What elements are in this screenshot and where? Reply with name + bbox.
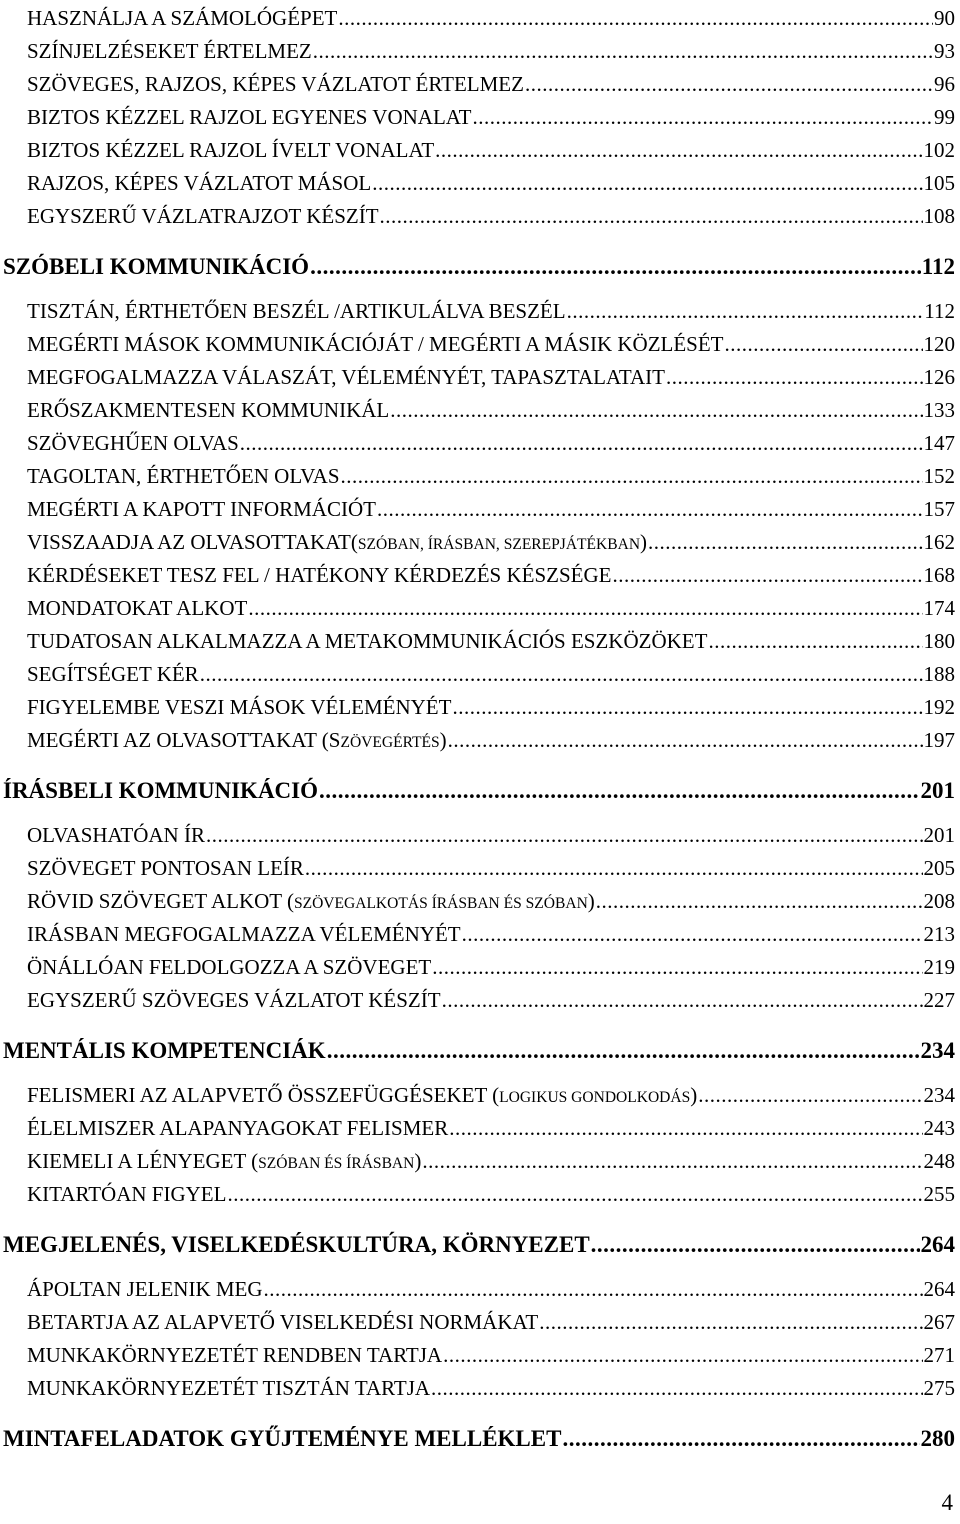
toc-entry-page: 126 (923, 365, 955, 389)
toc-entry-title: FIGYELEMBE VESZI MÁSOK VÉLEMÉNYÉT (27, 695, 452, 719)
toc-entry[interactable] (27, 497, 955, 522)
toc-entry-title: MINTAFELADATOK GYŰJTEMÉNYE MELLÉKLET (3, 1426, 562, 1451)
toc-entry[interactable] (27, 1149, 955, 1174)
toc-entry-page: 208 (923, 889, 955, 913)
dot-leader (380, 204, 923, 229)
dot-leader (431, 1376, 922, 1401)
toc-entry[interactable] (27, 398, 955, 423)
toc-entry-page: 180 (923, 629, 955, 653)
toc-entry-page: 188 (923, 662, 955, 686)
toc-entry-title: MUNKAKÖRNYEZETÉT RENDBEN TARTJA (27, 1343, 443, 1367)
dot-leader (448, 728, 923, 753)
dot-leader (612, 563, 922, 588)
toc-entry-page: 168 (923, 563, 955, 587)
toc-entry-page: 248 (923, 1149, 955, 1173)
toc-entry-title: MONDATOKAT ALKOT (27, 596, 248, 620)
toc-entry[interactable] (27, 922, 955, 947)
toc-section-entry[interactable] (3, 1038, 955, 1064)
toc-entry[interactable] (27, 1343, 955, 1368)
dot-leader (648, 530, 922, 555)
toc-entry-page: 264 (920, 1232, 955, 1257)
dot-leader (698, 1083, 922, 1108)
toc-entry[interactable] (27, 889, 955, 914)
toc-entry-title: MEGÉRTI A KAPOTT INFORMÁCIÓT (27, 497, 376, 521)
toc-entry-title: ÍRÁSBELI KOMMUNIKÁCIÓ (3, 778, 319, 803)
dot-leader (327, 1038, 920, 1064)
toc-entry[interactable] (27, 39, 955, 64)
toc-entry[interactable] (27, 695, 955, 720)
toc-entry-page: 234 (920, 1038, 955, 1063)
dot-leader (422, 1149, 922, 1174)
dot-leader (525, 72, 933, 97)
dot-leader (591, 1232, 920, 1258)
toc-entry-title: MUNKAKÖRNYEZETÉT TISZTÁN TARTJA (27, 1376, 431, 1400)
dot-leader (452, 695, 922, 720)
toc-entry[interactable] (27, 138, 955, 163)
toc-entry-page: 280 (920, 1426, 955, 1451)
toc-entry-title: TUDATOSAN ALKALMAZZA A METAKOMMUNIKÁCIÓS ESZKÖZÖKET (27, 629, 708, 653)
toc-entry-page: 267 (923, 1310, 955, 1334)
toc-entry-page: 205 (923, 856, 955, 880)
toc-entry-title: TISZTÁN, ÉRTHETŐEN BESZÉL /ARTIKULÁLVA BESZÉL (27, 299, 566, 323)
toc-entry[interactable] (27, 856, 955, 881)
dot-leader (338, 6, 933, 31)
toc-entry-title: ÉLELMISZER ALAPANYAGOKAT FELISMER (27, 1116, 449, 1140)
toc-entry-title: HASZNÁLJA A SZÁMOLÓGÉPET (27, 6, 338, 30)
toc-entry-title: MEGÉRTI MÁSOK KOMMUNIKÁCIÓJÁT / MEGÉRTI A MÁSIK KÖZLÉSÉT (27, 332, 724, 356)
toc-entry-title: ERŐSZAKMENTESEN KOMMUNIKÁL (27, 398, 390, 422)
toc-entry[interactable] (27, 955, 955, 980)
dot-leader (725, 332, 923, 357)
toc-entry-page: 219 (923, 955, 955, 979)
toc-entry-title: SZÖVEGHŰEN OLVAS (27, 431, 239, 455)
toc-entry-page: 112 (921, 254, 955, 279)
toc-entry-title: KÉRDÉSEKET TESZ FEL / HATÉKONY KÉRDEZÉS KÉSZSÉGE (27, 563, 612, 587)
toc-entry[interactable] (27, 1083, 955, 1108)
toc-entry-page: 99 (934, 105, 955, 129)
toc-entry-page: 197 (923, 728, 955, 752)
toc-entry-title: BIZTOS KÉZZEL RAJZOL EGYENES VONALAT (27, 105, 472, 129)
dot-leader (377, 497, 923, 522)
toc-entry[interactable] (27, 728, 955, 753)
toc-entry-title: MEGFOGALMAZZA VÁLASZÁT, VÉLEMÉNYÉT, TAPASZTALATAIT (27, 365, 665, 389)
toc-entry[interactable] (27, 530, 955, 555)
toc-entry-title: MENTÁLIS KOMPETENCIÁK (3, 1038, 326, 1063)
toc-entry-page: 201 (923, 823, 955, 847)
toc-entry-title: TAGOLTAN, ÉRTHETŐEN OLVAS (27, 464, 340, 488)
dot-leader (449, 1116, 922, 1141)
toc-entry-title: BIZTOS KÉZZEL RAJZOL ÍVELT VONALAT (27, 138, 435, 162)
toc-entry[interactable] (27, 332, 955, 357)
toc-entry[interactable] (27, 105, 955, 130)
dot-leader (432, 955, 922, 980)
dot-leader (472, 105, 933, 130)
toc-entry-page: 152 (923, 464, 955, 488)
toc-entry-page: 162 (923, 530, 955, 554)
toc-entry[interactable] (27, 72, 955, 97)
toc-entry[interactable] (27, 171, 955, 196)
dot-leader (462, 922, 923, 947)
toc-entry-page: 213 (923, 922, 955, 946)
toc-entry[interactable] (27, 431, 955, 456)
dot-leader (313, 39, 933, 64)
toc-entry-title: OLVASHATÓAN ÍR (27, 823, 205, 847)
toc-section-entry[interactable] (3, 254, 955, 280)
toc-entry[interactable] (27, 6, 955, 31)
toc-entry-title: EGYSZERŰ SZÖVEGES VÁZLATOT KÉSZÍT (27, 988, 441, 1012)
toc-entry-page: 275 (923, 1376, 955, 1400)
toc-entry-page: 234 (923, 1083, 955, 1107)
toc-entry-page: 227 (923, 988, 955, 1012)
toc-entry-page: 192 (923, 695, 955, 719)
toc-entry-title: EGYSZERŰ VÁZLATRAJZOT KÉSZÍT (27, 204, 379, 228)
dot-leader (666, 365, 923, 390)
toc-entry-title: IRÁSBAN MEGFOGALMAZZA VÉLEMÉNYÉT (27, 922, 461, 946)
dot-leader (341, 464, 923, 489)
toc-entry-title: SZÖVEGET PONTOSAN LEÍR (27, 856, 304, 880)
dot-leader (443, 1343, 922, 1368)
toc-entry-title: ÁPOLTAN JELENIK MEG (27, 1277, 263, 1301)
toc-entry-page: 108 (923, 204, 955, 228)
toc-entry[interactable] (27, 299, 955, 324)
toc-entry-page: 93 (934, 39, 955, 63)
toc-entry-title: KIEMELI A LÉNYEGET (SZÓBAN ÉS ÍRÁSBAN) (27, 1149, 422, 1173)
toc-section-entry[interactable] (3, 1426, 955, 1452)
toc-entry-title: ÖNÁLLÓAN FELDOLGOZZA A SZÖVEGET (27, 955, 432, 979)
dot-leader (708, 629, 922, 654)
dot-leader (596, 889, 923, 914)
toc-entry[interactable] (27, 988, 955, 1013)
toc-section-entry[interactable] (3, 778, 955, 804)
dot-leader (435, 138, 922, 163)
toc-entry-title: SZÍNJELZÉSEKET ÉRTELMEZ (27, 39, 312, 63)
toc-entry[interactable] (27, 629, 955, 654)
toc-entry-page: 120 (923, 332, 955, 356)
dot-leader (227, 1182, 922, 1207)
toc-entry-title: MEGÉRTI AZ OLVASOTTAKAT (SZÖVEGÉRTÉS) (27, 728, 447, 752)
toc-entry-page: 105 (923, 171, 955, 195)
dot-leader (240, 431, 923, 456)
toc-entry-title: SZÖVEGES, RAJZOS, KÉPES VÁZLATOT ÉRTELMEZ (27, 72, 524, 96)
toc-entry[interactable] (27, 365, 955, 390)
toc-entry-title: RÖVID SZÖVEGET ALKOT (SZÖVEGALKOTÁS ÍRÁSBAN ÉS SZÓBAN) (27, 889, 595, 913)
toc-entry-title: VISSZAADJA AZ OLVASOTTAKAT(SZÓBAN, ÍRÁSBAN, SZEREPJÁTÉKBAN) (27, 530, 648, 554)
toc-entry[interactable] (27, 823, 955, 848)
dot-leader (372, 171, 922, 196)
toc-entry-page: 157 (923, 497, 955, 521)
toc-entry[interactable] (27, 464, 955, 489)
dot-leader (200, 662, 923, 687)
toc-entry[interactable] (27, 662, 955, 687)
toc-entry-title: SEGÍTSÉGET KÉR (27, 662, 199, 686)
toc-section-entry[interactable] (3, 1232, 955, 1258)
toc-entry-title: RAJZOS, KÉPES VÁZLATOT MÁSOL (27, 171, 372, 195)
toc-entry-title: BETARTJA AZ ALAPVETŐ VISELKEDÉSI NORMÁKAT (27, 1310, 539, 1334)
toc-entry-page: 271 (923, 1343, 955, 1367)
dot-leader (319, 778, 919, 804)
toc-entry[interactable] (27, 1277, 955, 1302)
toc-entry[interactable] (27, 1310, 955, 1335)
dot-leader (539, 1310, 922, 1335)
toc-entry[interactable] (27, 596, 955, 621)
toc-entry-page: 201 (920, 778, 955, 803)
toc-entry-page: 147 (923, 431, 955, 455)
toc-entry[interactable] (27, 204, 955, 229)
toc-entry-page: 264 (923, 1277, 955, 1301)
toc-entry-page: 174 (923, 596, 955, 620)
toc-entry[interactable] (27, 563, 955, 588)
toc-entry-page: 243 (923, 1116, 955, 1140)
toc-entry-page: 112 (924, 299, 955, 323)
dot-leader (248, 596, 922, 621)
toc-entry[interactable] (27, 1376, 955, 1401)
toc-entry-title: SZÓBELI KOMMUNIKÁCIÓ (3, 254, 310, 279)
toc-entry-page: 90 (934, 6, 955, 30)
toc-entry-title: MEGJELENÉS, VISELKEDÉSKULTÚRA, KÖRNYEZET (3, 1232, 590, 1257)
dot-leader (206, 823, 923, 848)
toc-entry-page: 133 (923, 398, 955, 422)
dot-leader (442, 988, 923, 1013)
toc-entry-page: 102 (923, 138, 955, 162)
dot-leader (567, 299, 924, 324)
toc-entry-title: KITARTÓAN FIGYEL (27, 1182, 227, 1206)
page-number: 4 (941, 1490, 953, 1515)
toc-entry-page: 255 (923, 1182, 955, 1206)
dot-leader (562, 1426, 919, 1452)
toc-entry[interactable] (27, 1182, 955, 1207)
dot-leader (390, 398, 922, 423)
toc-entry-title: FELISMERI AZ ALAPVETŐ ÖSSZEFÜGGÉSEKET (LOGIKUS GONDOLKODÁS) (27, 1083, 698, 1107)
dot-leader (264, 1277, 923, 1302)
toc-entry[interactable] (27, 1116, 955, 1141)
dot-leader (305, 856, 923, 881)
dot-leader (310, 254, 921, 280)
toc-entry-page: 96 (934, 72, 955, 96)
